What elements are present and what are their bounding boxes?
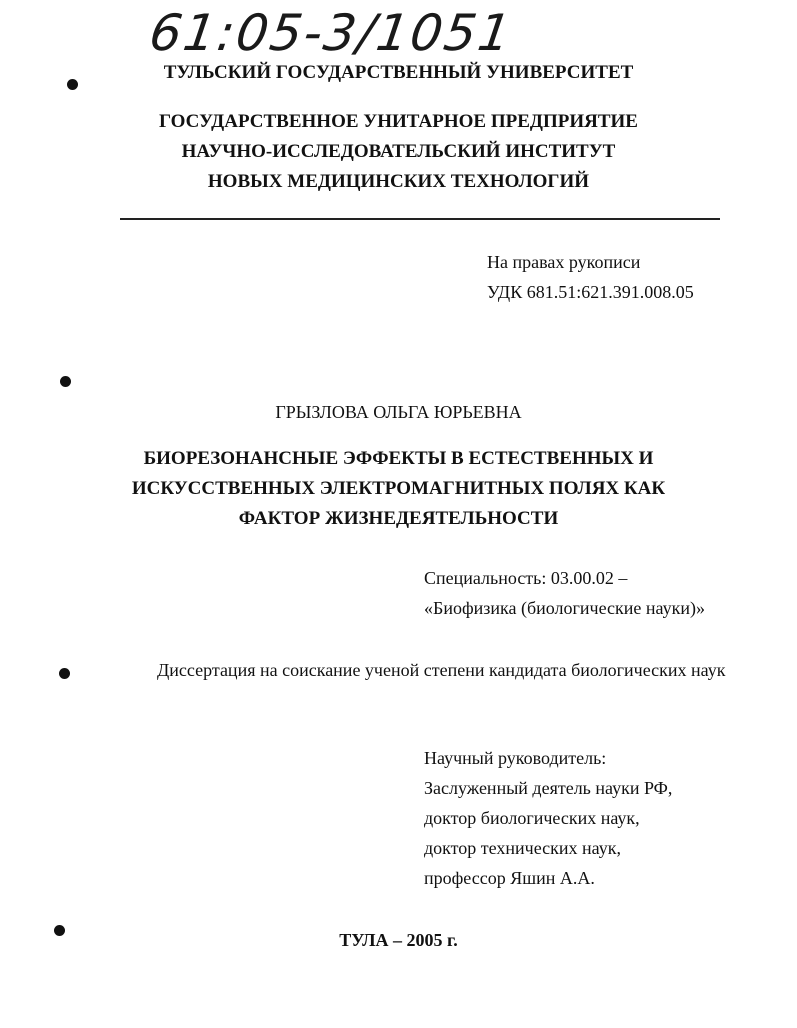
enterprise-line-2: НАУЧНО-ИССЛЕДОВАТЕЛЬСКИЙ ИНСТИТУТ <box>181 141 616 162</box>
enterprise-line-3: НОВЫХ МЕДИЦИНСКИХ ТЕХНОЛОГИЙ <box>207 171 590 192</box>
handwritten-catalog-number: 61:05-3/1051 <box>145 4 517 62</box>
title-line-2: ИСКУССТВЕННЫХ ЭЛЕКТРОМАГНИТНЫХ ПОЛЯХ КАК <box>131 478 666 499</box>
binder-hole-mark <box>54 925 65 936</box>
university-name: ТУЛЬСКИЙ ГОСУДАРСТВЕННЫЙ УНИВЕРСИТЕТ <box>163 62 634 83</box>
binder-hole-mark <box>59 668 70 679</box>
binder-hole-mark <box>60 376 71 387</box>
supervisor-line-1: Заслуженный деятель науки РФ, <box>424 778 673 798</box>
binder-hole-mark <box>67 79 78 90</box>
header-divider <box>120 218 720 220</box>
enterprise-line-1: ГОСУДАРСТВЕННОЕ УНИТАРНОЕ ПРЕДПРИЯТИЕ <box>159 111 638 132</box>
city-year: ТУЛА – 2005 г. <box>339 930 458 950</box>
title-line-1: БИОРЕЗОНАНСНЫЕ ЭФФЕКТЫ В ЕСТЕСТВЕННЫХ И <box>143 448 654 469</box>
supervisor-line-3: доктор технических наук, <box>424 838 621 858</box>
dissertation-statement: Диссертация на соискание ученой степени кандидата биологических наук <box>157 660 726 680</box>
udk-code: УДК 681.51:621.391.008.05 <box>487 282 694 302</box>
manuscript-rights: На правах рукописи <box>487 252 641 272</box>
title-line-3: ФАКТОР ЖИЗНЕДЕЯТЕЛЬНОСТИ <box>238 508 559 529</box>
author-name: ГРЫЗЛОВА ОЛЬГА ЮРЬЕВНА <box>275 402 522 422</box>
specialty-code: Специальность: 03.00.02 – <box>424 568 628 588</box>
supervisor-line-4: профессор Яшин А.А. <box>424 868 595 888</box>
specialty-name: «Биофизика (биологические науки)» <box>424 598 705 618</box>
supervisor-line-2: доктор биологических наук, <box>424 808 640 828</box>
supervisor-heading: Научный руководитель: <box>424 748 607 768</box>
